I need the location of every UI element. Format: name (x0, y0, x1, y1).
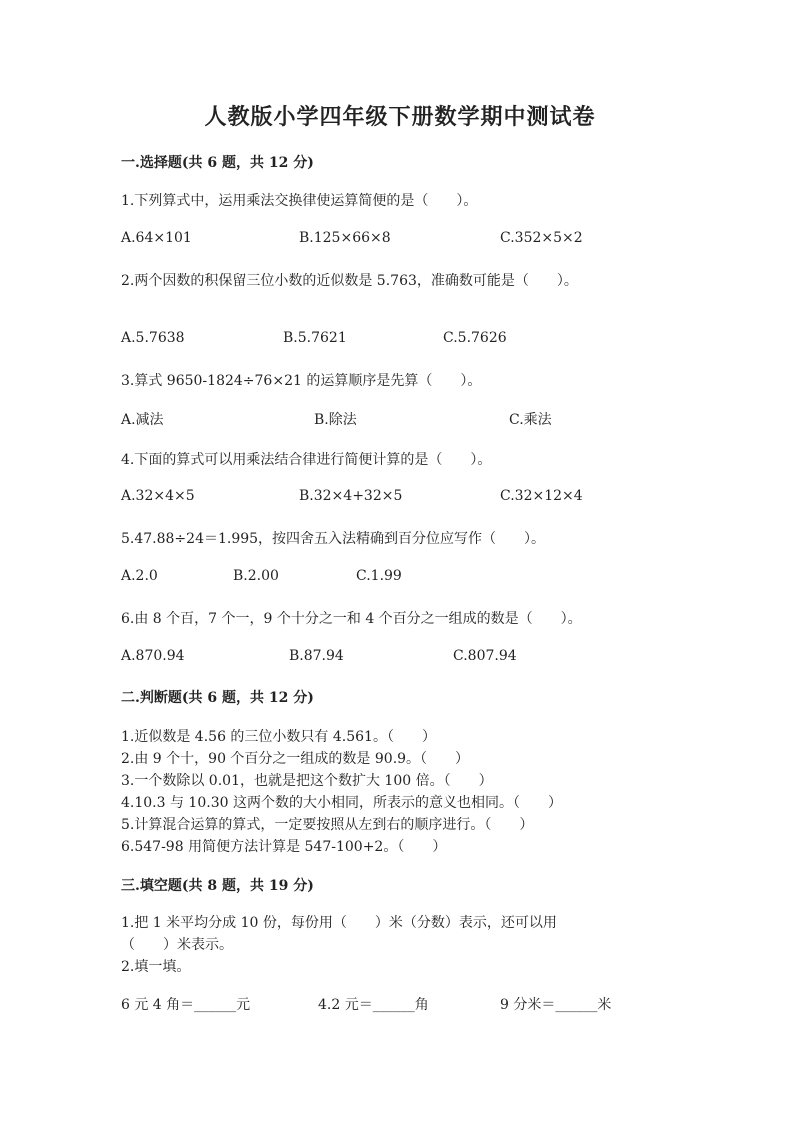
choice-5-option-b: B.2.00 (233, 568, 279, 584)
choice-5-option-c: C.1.99 (356, 568, 402, 584)
choice-4-option-c: C.32×12×4 (500, 488, 583, 504)
fill-question-1-line-2: （ ）米表示。 (121, 937, 233, 953)
choice-5-option-a: A.2.0 (121, 568, 158, 584)
choice-1-option-b: B.125×66×8 (299, 230, 391, 246)
choice-question-6: 6.由 8 个百，7 个一，9 个十分之一和 4 个百分之一组成的数是（ ）。 (121, 611, 582, 627)
choice-6-option-c: C.807.94 (453, 648, 517, 664)
fill-2-item-1: 6 元 4 角＝______元 (121, 997, 251, 1013)
page-title: 人教版小学四年级下册数学期中测试卷 (204, 104, 596, 130)
choice-1-option-c: C.352×5×2 (500, 230, 583, 246)
choice-4-option-a: A.32×4×5 (121, 488, 195, 504)
choice-4-option-b: B.32×4+32×5 (299, 488, 403, 504)
section-heading-choice: 一.选择题(共 6 题，共 12 分) (121, 155, 314, 171)
choice-question-1: 1.下列算式中，运用乘法交换律使运算简便的是（ ）。 (121, 193, 478, 209)
fill-question-2: 2.填一填。 (121, 959, 191, 975)
judge-question-3: 3.一个数除以 0.01，也就是把这个数扩大 100 倍。（ ） (121, 773, 493, 789)
fill-2-item-2: 4.2 元＝______角 (318, 997, 429, 1013)
section-heading-fill: 三.填空题(共 8 题，共 19 分) (121, 878, 314, 894)
choice-question-3: 3.算式 9650-1824÷76×21 的运算顺序是先算（ ）。 (121, 373, 482, 389)
choice-2-option-c: C.5.7626 (443, 330, 507, 346)
choice-1-option-a: A.64×101 (121, 230, 192, 246)
choice-2-option-a: A.5.7638 (121, 330, 185, 346)
judge-question-6: 6.547-98 用简便方法计算是 547-100+2。（ ） (121, 839, 447, 855)
choice-question-4: 4.下面的算式可以用乘法结合律进行简便计算的是（ ）。 (121, 452, 492, 468)
choice-3-option-c: C.乘法 (509, 412, 552, 428)
judge-question-4: 4.10.3 与 10.30 这两个数的大小相同，所表示的意义也相同。（ ） (121, 795, 562, 811)
choice-6-option-b: B.87.94 (289, 648, 344, 664)
choice-question-5: 5.47.88÷24＝1.995，按四舍五入法精确到百分位应写作（ ）。 (121, 531, 546, 547)
choice-3-option-b: B.除法 (314, 412, 357, 428)
judge-question-5: 5.计算混合运算的算式，一定要按照从左到右的顺序进行。（ ） (121, 817, 534, 833)
choice-6-option-a: A.870.94 (121, 648, 185, 664)
choice-question-2: 2.两个因数的积保留三位小数的近似数是 5.763，准确数可能是（ ）。 (121, 273, 578, 289)
section-heading-judge: 二.判断题(共 6 题，共 12 分) (121, 690, 314, 706)
choice-3-option-a: A.减法 (121, 412, 164, 428)
judge-question-2: 2.由 9 个十，90 个百分之一组成的数是 90.9。（ ） (121, 751, 470, 767)
judge-question-1: 1.近似数是 4.56 的三位小数只有 4.561。（ ） (121, 729, 436, 745)
fill-question-1-line-1: 1.把 1 米平均分成 10 份，每份用（ ）米（分数）表示，还可以用 (121, 915, 557, 931)
fill-2-item-3: 9 分米＝______米 (500, 997, 612, 1013)
choice-2-option-b: B.5.7621 (283, 330, 347, 346)
